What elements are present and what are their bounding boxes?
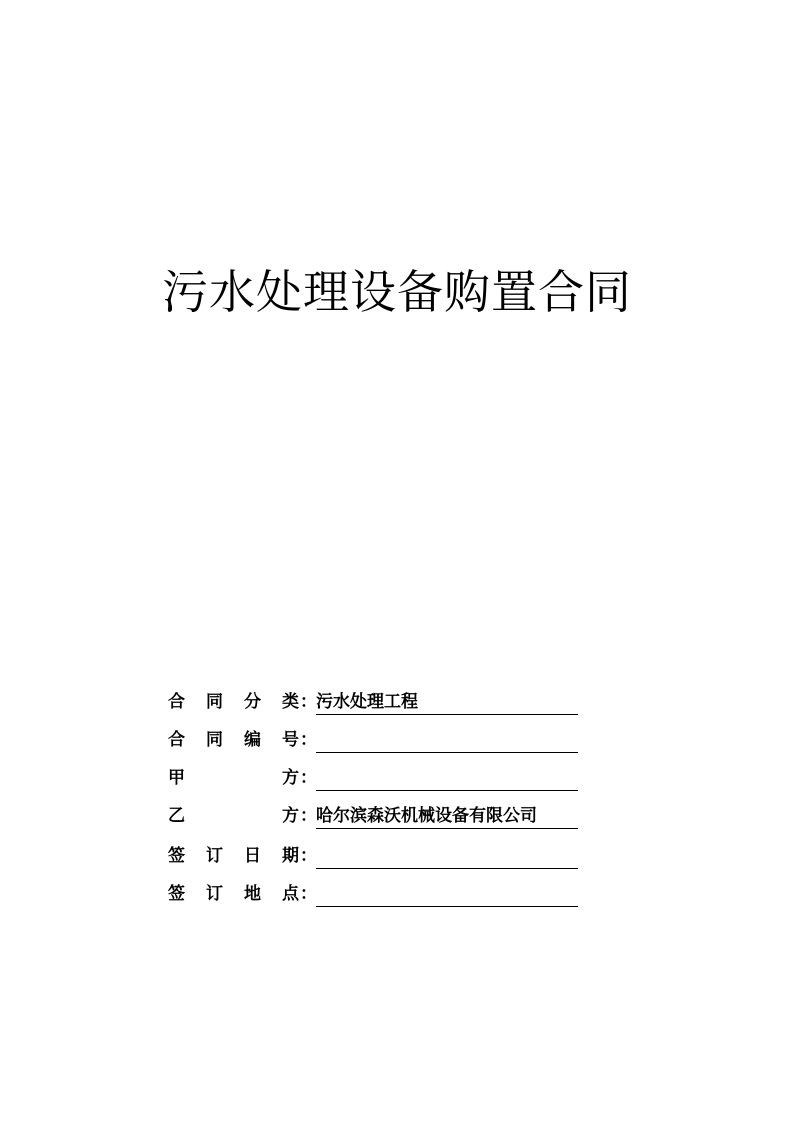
field-row-contract-category xyxy=(168,686,588,724)
field-label-party-a xyxy=(168,766,316,790)
field-value-signing-date xyxy=(316,844,578,869)
label-char: 类 xyxy=(282,692,299,712)
label-colon: ： xyxy=(300,768,317,788)
label-char: 合 xyxy=(168,692,185,712)
contract-info-fields xyxy=(168,686,588,916)
field-value-party-a xyxy=(316,766,578,791)
label-char: 甲 xyxy=(168,768,185,788)
field-value-party-b: 哈尔滨森沃机械设备有限公司 xyxy=(316,804,578,829)
field-row-party-a xyxy=(168,762,588,800)
label-colon: ： xyxy=(300,806,317,826)
label-char: 号 xyxy=(282,730,299,750)
label-colon: ： xyxy=(300,846,317,866)
label-char: 方 xyxy=(282,768,299,788)
field-value-contract-category: 污水处理工程 xyxy=(316,690,578,715)
field-value-signing-place xyxy=(316,882,578,907)
field-label-signing-date xyxy=(168,844,316,868)
label-char: 签 xyxy=(168,846,185,866)
label-char: 同 xyxy=(206,730,223,750)
label-char: 订 xyxy=(206,884,223,904)
label-colon: ： xyxy=(300,692,317,712)
field-row-party-b xyxy=(168,800,588,840)
label-char: 同 xyxy=(206,692,223,712)
field-label-contract-number xyxy=(168,728,316,752)
label-char: 签 xyxy=(168,884,185,904)
label-char: 点 xyxy=(282,884,299,904)
label-char: 合 xyxy=(168,730,185,750)
label-char: 期 xyxy=(282,846,299,866)
field-label-party-b xyxy=(168,804,316,828)
field-value-contract-number xyxy=(316,728,578,753)
label-char: 方 xyxy=(282,806,299,826)
label-char: 分 xyxy=(244,692,261,712)
field-row-signing-date xyxy=(168,840,588,878)
field-label-signing-place xyxy=(168,882,316,906)
field-row-contract-number xyxy=(168,724,588,762)
field-label-contract-category xyxy=(168,690,316,714)
label-colon: ： xyxy=(300,884,317,904)
label-char: 地 xyxy=(244,884,261,904)
field-row-signing-place xyxy=(168,878,588,916)
contract-title: 污水处理设备购置合同 xyxy=(162,265,632,319)
label-char: 编 xyxy=(244,730,261,750)
label-colon: ： xyxy=(300,730,317,750)
label-char: 乙 xyxy=(168,806,185,826)
label-char: 订 xyxy=(206,846,223,866)
label-char: 日 xyxy=(244,846,261,866)
